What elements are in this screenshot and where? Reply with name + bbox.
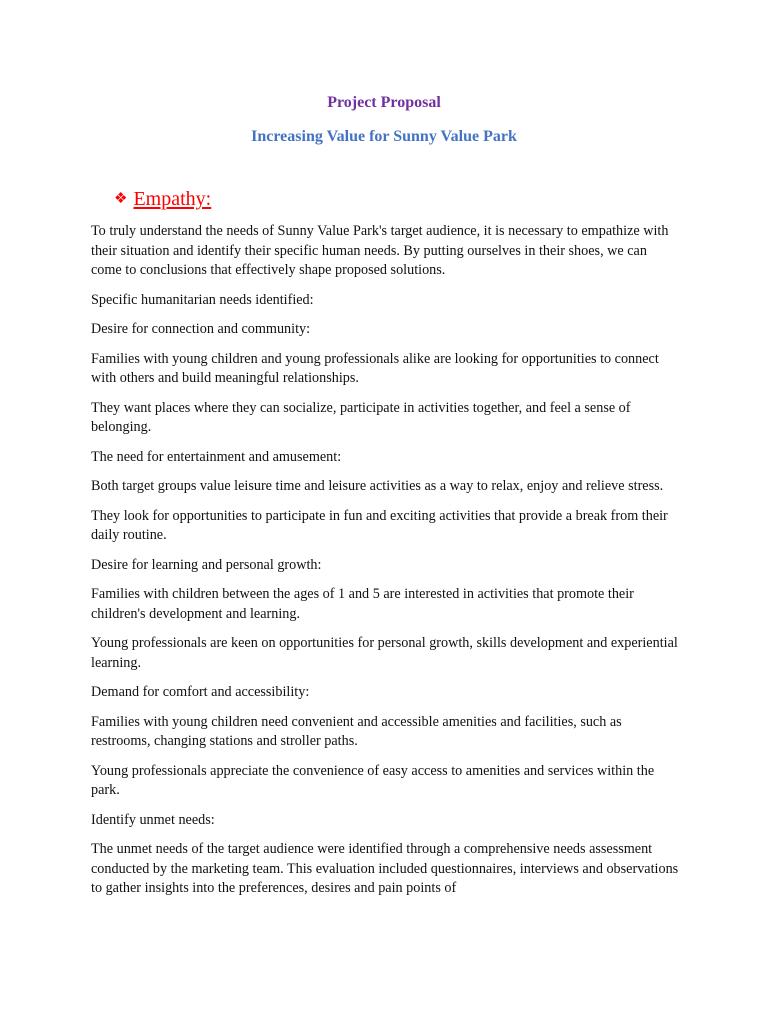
paragraph: Desire for learning and personal growth: — [91, 556, 322, 573]
document-subtitle: Increasing Value for Sunny Value Park — [251, 128, 517, 145]
paragraph: Desire for connection and community: — [91, 321, 311, 337]
document-body — [91, 222, 681, 909]
paragraph: Families with young children need convenient and accessible amenities and facilities, such as restrooms, changing stations and stroller paths. — [91, 713, 622, 749]
paragraph: The need for entertainment and amusement: — [91, 448, 342, 465]
paragraph: Specific humanitarian needs identified: — [91, 291, 314, 308]
paragraph: Families with children between the ages of 1 and 5 are interested in activities that promote their children's development and learning. — [91, 586, 634, 622]
paragraph: Both target groups value leisure time and leisure activities as a way to relax, enjoy and relieve stress. — [91, 478, 664, 494]
section-heading-label: Empathy: — [133, 188, 212, 210]
paragraph: Identify unmet needs: — [91, 811, 215, 828]
section-heading — [114, 188, 211, 211]
paragraph: Families with young children and young professionals alike are looking for opportunities to connect with others and build meaningful relationships. — [91, 350, 659, 386]
paragraph: They look for opportunities to participate in fun and exciting activities that provide a break from their daily routine. — [91, 507, 668, 543]
document-title: Project Proposal — [327, 94, 441, 111]
paragraph: Young professionals appreciate the convenience of easy access to amenities and services within the park. — [91, 762, 655, 798]
paragraph: Young professionals are keen on opportunities for personal growth, skills development and experiential learning. — [91, 635, 678, 671]
paragraph: Demand for comfort and accessibility: — [91, 684, 310, 700]
paragraph: The unmet needs of the target audience were identified through a comprehensive needs assessment conducted by the marketing team. This evaluation included questionnaires, interviews and observations to gather insights into the preferences, desires and pain points of — [91, 841, 679, 896]
four-diamond-bullet-icon: ❖ — [114, 191, 128, 207]
paragraph: They want places where they can socialize, participate in activities together, and feel a sense of belonging. — [91, 399, 631, 435]
paragraph: To truly understand the needs of Sunny Value Park's target audience, it is necessary to empathize with their situation and identify their specific human needs. By putting ourselves in their shoes, we can come to conclusions that effectively shape proposed solutions. — [91, 223, 669, 278]
